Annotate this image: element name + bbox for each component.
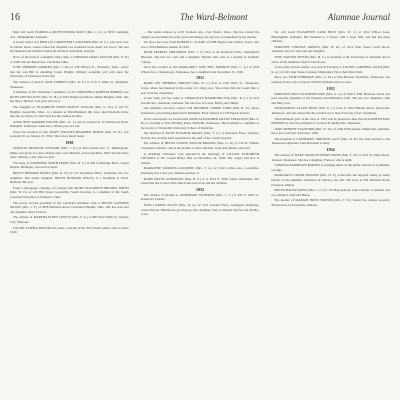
alumnae-note: VIRGINIA MORRISON BARNES is teaching music in the public schools of Columbus, Georgia. <box>271 163 391 172</box>
alumnae-note: From a newspaper we learned that ANNE ALEXANDER GRANT FERGUSON (Mrs. E. M.) is residing at 4210 Harding Road, Nashville, Tennessee. Her husband is a member of the faculty of Vanderbilt University School of Medicine. <box>140 116 260 130</box>
alumnae-note: The husband of CATHERINE JOHNSON LACY (Mrs. D. H.) has been elected to the Tennessee legislature from Davidson County. <box>271 136 391 146</box>
alumnae-note: A member of the Christmas Committee of the DOROTHEA ALBERTA BRIDGE was RUTH ANN ELLIOTT (Mrs. W. H.) of 3203 Ridgewood Road, Shaker Heights, Ohio. She has three children, twin girls and a boy. <box>10 90 129 104</box>
alumnae-note: A new baby girl has come to CHARLOTTE HAMMOND FOX (Mrs. R. L.) of 1414 Second Ave., Anniston, Alabama. She also has two sons, Bobby and Jimmy. <box>140 96 260 105</box>
alumnae-note: ... Her home address is 2105 Tremont Ave., Fort Worth, Texas. She has visited the campus several times in recent years and during one trip was accompanied by her mother. <box>140 30 260 39</box>
alumnae-note: A recent visitor was PHYLLIS CARPENTER LANGFORD (Mrs. W. C.), who lives now in central Texas. Guests where her husband was stationed in the Army Air Force. She and her husband and children visited the Fields in Savannah, Georgia. <box>10 40 129 54</box>
alumnae-note: MARGUERITE ALLEN SHAW (Mrs. E. C.) lives at 1810 Hillside Drive, Knoxville, Tennessee, and she writes that she would love to hear from any of her classmates. <box>271 106 391 115</box>
alumnae-note: JUNE WATSON MYERS (Mrs. B. C.) is teaching at the University of Alabama and is active in the Alumnae Club in Tuscaloosa. <box>271 54 391 64</box>
alumnae-note: MARIANNE WATKINS GILLESPIE (Mrs. T. A.) of 3124 Carlton Ave., Louisville, Kentucky, has a new son, Thomas Andrew Jr. <box>140 166 260 176</box>
alumnae-note: MARY LEE SHERRILL BRYANT (Mrs. W. L.) lives at 2105 Olive St., Texarkana, Texas, where her husband is the owner of a drug store. She writes that she would like to hear from her classmates. <box>140 81 260 95</box>
alumnae-note: Mary Lee WEIR ETHRIDGE (Mrs. A. M.) of 624 Hudson, Nashville, Tennessee, has returned from a trip to Europe with her husband and two sons. <box>271 75 391 84</box>
alumnae-note: Ward-Belmont girls of the class of 1933 will be pleased to hear that ELIZABETH MAY HOPKINS is now the principal of a school in Shelbyville, Tennessee. <box>271 116 391 126</box>
alumnae-note: The baby of JOSEPHINE SMITH PERRY (Mrs. R. F.) of 600 Cambridge Blvd., Grand Rapids, Michigan, was born in April. <box>10 160 129 170</box>
alumnae-note: MARY HELEN ANDERSON (Mrs. B. E.) is at 2612 E. Fifth, Tulsa, Oklahoma. She writes that she is busy with church and club work and her children. <box>140 176 260 186</box>
class-year-heading: 1933 <box>326 85 335 91</box>
alumnae-note: The address of MARTHA FLINN LOVETT (Mrs. F. G.) is 800 West Ninth St., Kansas City, Missouri. <box>10 215 129 224</box>
alumnae-note: Word has reached us that MARGARET JANE HILL MONROE (Mrs. C. A.) of 1624 Wilson Ave., Chattanooga, Tennessee, has a daughter born November 15, 1949. <box>140 65 260 74</box>
class-year-heading: 1932 <box>196 186 204 192</box>
alumnae-note: JUNE SIMMONS WARREN (Mrs. J. M.) of 248 Willard St., Nashville, Tenn., writes that her son Bill is attending Castle Heights Military Academy and will enter the University of Tennessee in the fall. <box>10 65 129 79</box>
alumnae-note: The address of HELEN LOUISE TAYLOR BROOKS (Mrs. G. W.) is 410 N. Walnut, Greensboro, Illinois. She is the mother of three children, Sally Ann, Helen, and Tom. <box>140 141 260 151</box>
alumnae-note: HELEN HOWARD DYKES (Mrs. R. W.) of 311 Woodmont Blvd., Nashville, has two daughters. Her oldest daughter, HELEN HOWARD DYKES, is a freshman at Ward-Belmont this year. <box>10 171 129 185</box>
alumnae-note: The address of MARY FRANCES PERRY HOWE (Mrs. T. M.) is 2011 W. Main Street, Jackson, Tennessee. She has a daughter, Frances, who is eight. <box>271 153 391 162</box>
alumnae-note: We had a nice note from ROBERT L. CLARK of 3208 Maple Lane, Dallas, Texas, who was a Ward-Belmont student in 1930. <box>140 40 260 49</box>
alumnae-note: A new baby, Robert Arthur, was born in February to LOUISE CAMPBELL DEAN (Mrs. R. A.) of 1415 Oak Street, Jackson, Mississippi. He is their third child. <box>271 65 391 74</box>
masthead-journal: Alumnae Journal <box>327 12 390 22</box>
alumnae-note: News of the birth of a daughter, Mary Ann, to VIRGINIA CRAIG TAYLOR (Mrs. E. H.) of 1000 Lincoln Boulevard, Cleveland, Ohio. <box>10 54 129 64</box>
column-3 <box>271 30 390 392</box>
page-number: 16 <box>10 12 20 23</box>
alumnae-note: We will reach ELIZABETH CARR HOLT (Mrs. W. J.) at 3012 Wilton Lane, Birmingham, Alabama. Her husband is a lawyer with a large firm, and she has three children. <box>271 30 391 44</box>
alumnae-note: JEAN CARTER ALLEN (Mrs. R. A.) of 2311 Garden Place, Lexington, Kentucky, writes that her children are growing up. Her daughter, Jean, is thirteen and her son, Bobby, is ten. <box>140 203 260 217</box>
masthead-title: The Ward-Belmont <box>180 12 248 22</box>
alumnae-note: RUTH PEEBLES CHILDRESS (Mrs. J. T.) lives at 44 Overlook Drive, Springfield, Missouri. She has two sons and a daughter, Martha Ann, who is a student at Stephens College. <box>140 50 260 64</box>
alumnae-note: The newly elected president of the Cleveland Alumnae Club is HELEN SANDERS MCGEE (Mrs. J. F.) of 2828 Hampton Road, Cleveland Heights, Ohio. She has sons and one daughter, Mary Frances. <box>10 200 129 214</box>
alumnae-note: Our Alumnae Secretary visited with MILDRED CURRIE TODD (Mrs. R. P.), whose husband is a practicing physician in Memphis. Their address is 1720 Poplar Avenue. <box>140 106 260 115</box>
alumnae-note: The mother of MARIAN BOYD TURNER (Mrs. F. W.) visited the campus recently. Marian lives in Evansville, Indiana. <box>271 198 391 207</box>
alumnae-note: MARGARET GOODE HANSEN (Mrs. H. T.) writes that she enjoyed seeing so many friends at the Alumnae Luncheon in Chicago last fall. She lives at 930 Sheridan Road, Evanston, Illinois. <box>271 173 391 187</box>
alumnae-note: HELEN BAKER DAVIS (Mrs. J. C.) of 710 Bayou Road, Lake Charles, Louisiana, has two children, John and Helen. <box>271 188 391 197</box>
column-2 <box>141 30 260 392</box>
alumnae-note: A charming Christmas card announced the marriage of LILLIAN ELIZABETH STEWART to Mr. Joseph Henry Hall on December 24, 1949. The couple will live in Atlanta. <box>140 151 260 165</box>
class-year-heading: 1934 <box>326 147 335 153</box>
alumnae-note: The address of ALICE JANE FORREST (Mrs. R. E.) is 1716 S. Main St., Memphis, Tennessee. <box>10 79 129 89</box>
class-year-heading: 1931 <box>196 75 204 81</box>
alumnae-note: FRANCES DEWEESE STEWART (Mrs. J. E.) of 4224 Zenith Ave. S., Minneapolis, Minn., has given us a new address and a son, Michael, born September 1949. She has three other children, a boy and two girls. <box>10 146 129 160</box>
alumnae-note: DOROTHY LINDSAY GRAVES (Mrs. H. R.) of 1912 Pine Street, Little Rock, Arkansas, has two sons and one daughter. <box>271 44 391 54</box>
alumnae-note: From a newspaper clipping, we learned that MARY ELIZABETH BROOKS SMITH (Mrs. W. E.) of 120 Hill Street, Greenville, South Carolina, is a member of the South Carolina Federation of Women's Clubs. <box>10 185 129 199</box>
alumnae-note: JANE MURPHY STANFORD (Mrs. W. W.) of 1206 Fifth Avenue, Huntsville, Alabama, has a new son born in October 1949. <box>271 126 391 136</box>
article-columns <box>10 30 390 392</box>
alumnae-note: Word has reached us that MARY VIRGINIA BEARDEN BURNS (Mrs. H. K.) was seriously ill on January 25, 1950. She is now much better. <box>10 129 129 139</box>
column-1 <box>10 30 129 392</box>
alumnae-note: The address of ALMA G. ANDERSON STEPHENS (Mrs. C. L.) is 832 S. 18th St., Pensacola, Florida. <box>140 192 260 202</box>
alumnae-note: ANNE HITE WARREN PATTON (Mrs. W. J.) can be reached at 19 Windwood Road, Memphis, Tennessee. Anne has a fifteen-year-old son. <box>10 119 129 129</box>
alumnae-note: LOUISE ALTHEA ROGERS has been a teacher in the Fort Worth public schools since 1940. <box>10 225 129 235</box>
alumnae-note: The daughter of ELIZABETH OWEN BAILEY TAYLOR (Mrs. G. M.) of 102 W. Heights, Greenville, Miss., is a student at Ward-Belmont this year, and Elizabeth writes that she too hopes to come back for the reunion in June. <box>10 104 129 119</box>
alumnae-note: DOROTHY ANN CULPEPPER KING (Mrs. G. A.) of 3420 S. Hill, Houston, Texas, has been elected president of the Houston Ward-Belmont Club. She has two daughters, Ann and Mary Lou. <box>271 91 391 105</box>
page-header <box>10 12 390 26</box>
alumnae-note: The husband of RUTH ELEANOR DRAKE (Mrs. T. C.) of Aberdeen Place, Sarasota, Florida, has recently been appointed to the staff of the county hospital. <box>140 131 260 140</box>
class-year-heading: 1930 <box>65 140 74 146</box>
alumnae-note: Mail still reach FLORELLA RUTH BYROM MAST (Mrs. J. K.) at 3833 Cumming Ave., Birmingham, Alabama. <box>10 30 129 39</box>
